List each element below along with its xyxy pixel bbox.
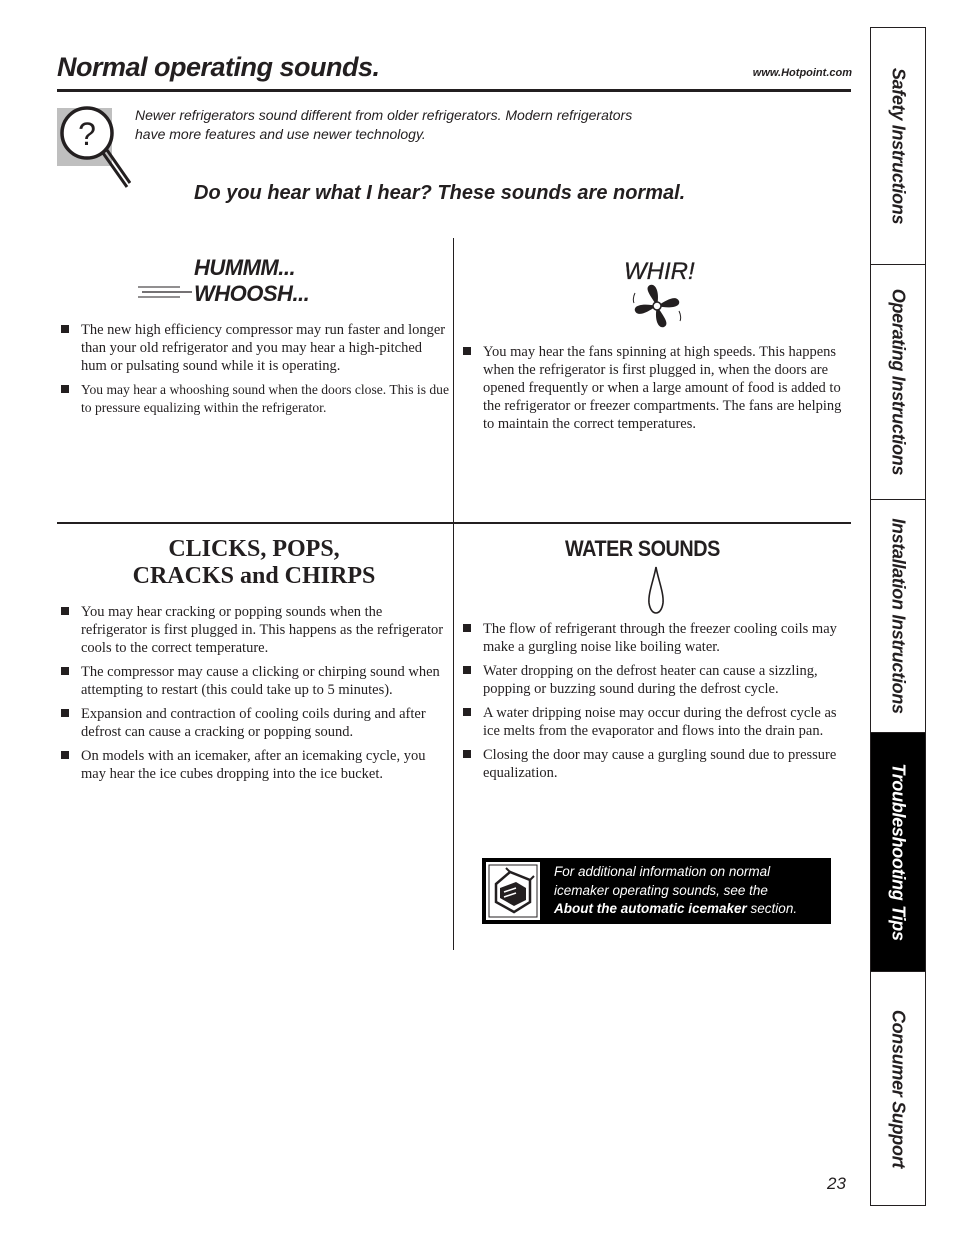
note-text: For additional information on normal icemaker operating sounds, see the About the automatic icemaker section. [554,864,798,916]
tab-safety-instructions[interactable]: Safety Instructions [871,28,925,265]
fan-icon [630,283,684,329]
intro-text: Newer refrigerators sound different from older refrigerators. Modern refrigerators have more features and use newer technology. [135,107,633,142]
hum-list [61,321,449,423]
tab-consumer-support[interactable]: Consumer Support [888,1009,909,1168]
list-item: Closing the door may cause a gurgling sound due to pressure equalization. [463,746,847,782]
svg-text:WHIR!: WHIR! [624,258,695,283]
question-magnifier-icon [57,105,131,191]
whoosh-lines-icon [138,284,192,300]
hum-heading: HUMMM... WHOOSH... [194,255,310,306]
header-rule [57,89,851,92]
tab-operating-instructions[interactable]: Operating Instructions [871,265,925,500]
water-drop-icon [646,565,666,615]
list-item: The compressor may cause a clicking or chirping sound when attempting to restart (this could take up to 5 minutes). [61,663,447,699]
list-item: On models with an icemaker, after an icemaking cycle, you may hear the ice cubes dropping into the ice bucket. [61,747,447,783]
website-url[interactable]: www.Hotpoint.com [752,67,852,79]
list-item: Expansion and contraction of cooling coils during and after defrost can cause a cracking or popping sound. [61,705,447,741]
clicks-heading: CLICKS, POPS, CRACKS and CHIRPS [132,536,376,589]
tab-troubleshooting-tips[interactable]: Troubleshooting Tips [871,733,925,972]
section-subhead: Do you hear what I hear? These sounds are normal. [194,182,686,204]
column-divider [453,238,454,950]
tab-installation-instructions[interactable]: Installation Instructions [871,500,925,733]
whir-title [624,257,698,283]
svg-text:?: ? [78,116,96,152]
list-item: You may hear cracking or popping sounds when the refrigerator is first plugged in. This happens as the refrigerator cools to the correct temperature. [61,603,447,657]
side-tabs [870,27,926,1206]
page-title: Normal operating sounds. [57,52,380,82]
list-item: You may hear a whooshing sound when the doors close. This is due to pressure equalizing within the refrigerator. [61,381,449,417]
row-divider [57,522,851,524]
clicks-list [61,603,447,789]
whir-list [463,343,847,439]
icemaker-icon [486,862,540,920]
water-list [463,620,847,788]
list-item: Water dropping on the defrost heater can cause a sizzling, popping or buzzing sound during the defrost cycle. [463,662,847,698]
page-number: 23 [827,1174,846,1193]
icemaker-note [482,858,831,924]
list-item: The flow of refrigerant through the freezer cooling coils may make a gurgling noise like boiling water. [463,620,847,656]
note-link[interactable]: About the automatic icemaker [554,901,747,916]
list-item: You may hear the fans spinning at high speeds. This happens when the refrigerator is first plugged in, when the doors are opened frequently or when a large amount of food is added to the refrigerator or freezer compartments. The fans are helping to maintain the correct temperatures. [463,343,847,433]
water-heading: WATER SOUNDS [565,536,720,561]
list-item: A water dripping noise may occur during the defrost cycle as ice melts from the evaporator and flows into the drain pan. [463,704,847,740]
list-item: The new high efficiency compressor may run faster and longer than your old refrigerator and you may hear a high-pitched hum or pulsating sound while it is operating. [61,321,449,375]
